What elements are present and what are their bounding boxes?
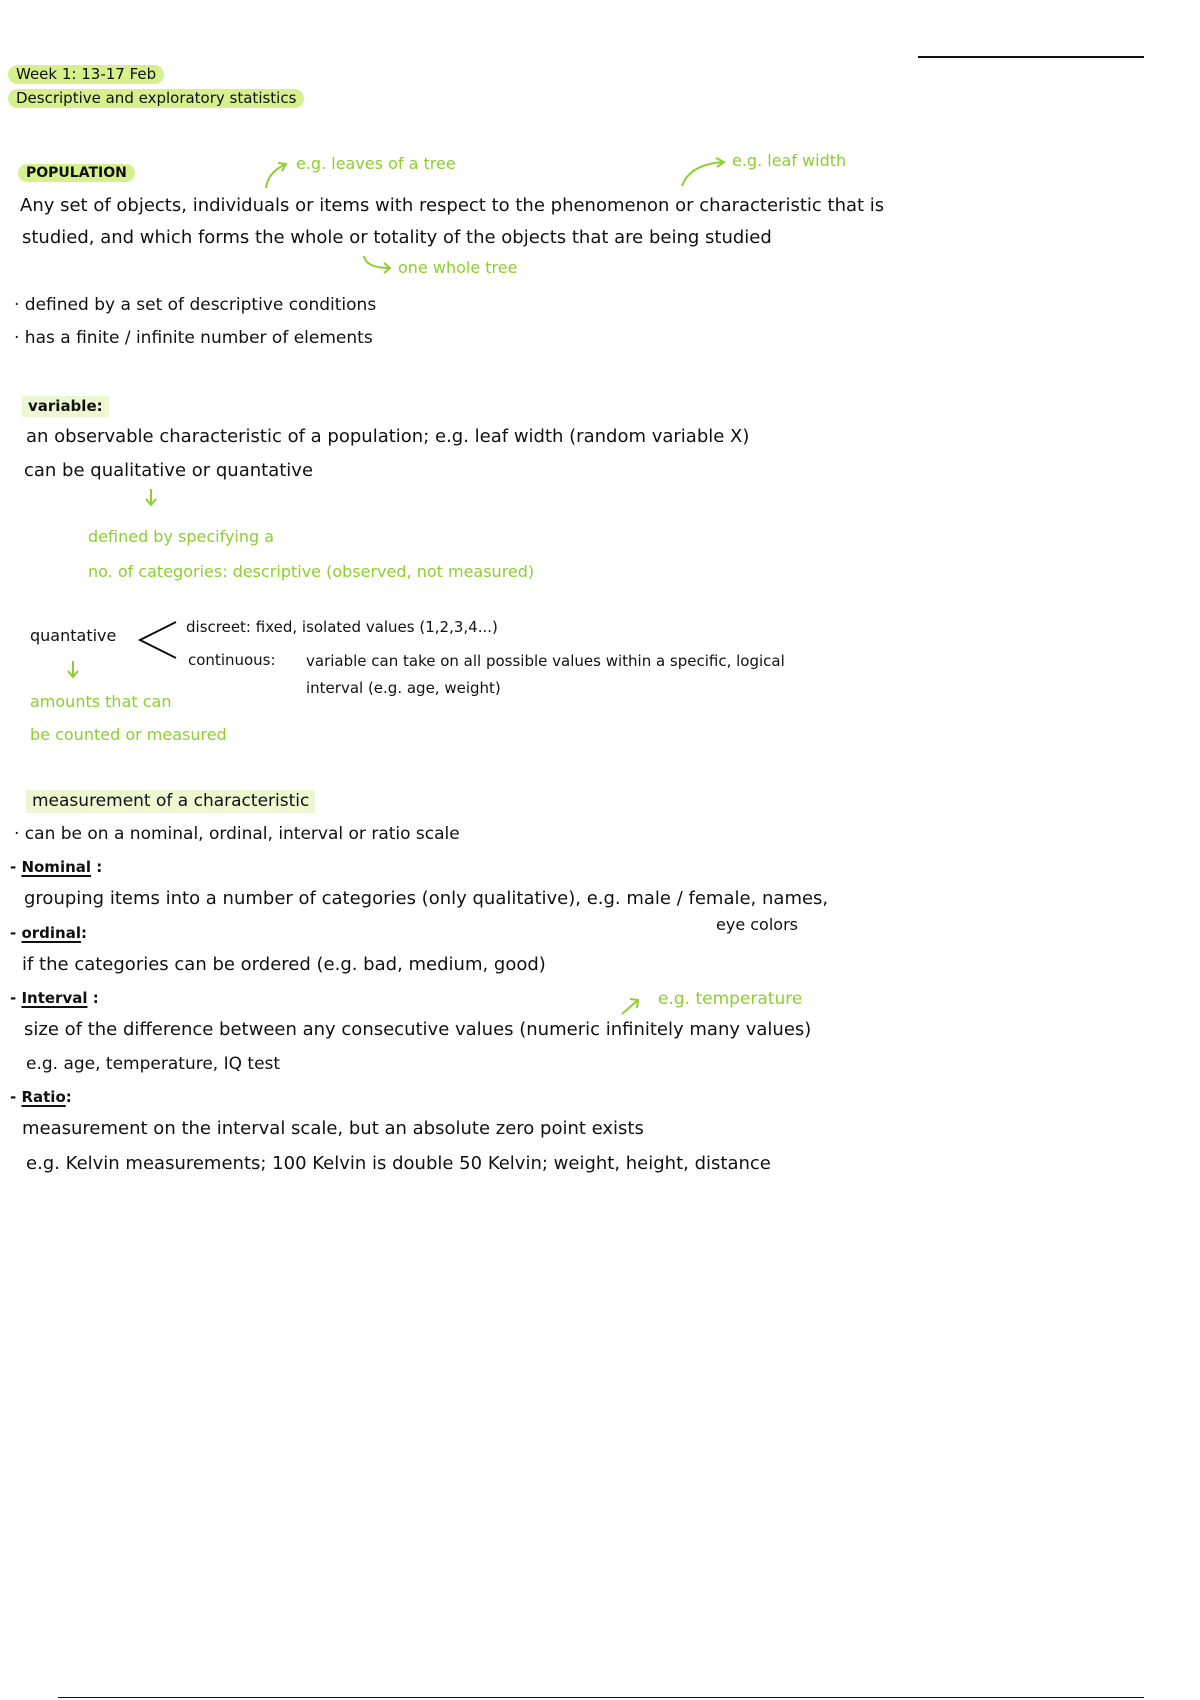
arrow-down-icon bbox=[144, 488, 158, 508]
bottom-rule bbox=[58, 1697, 1144, 1698]
interval-example: e.g. age, temperature, IQ test bbox=[26, 1054, 281, 1074]
quantative-note-2: be counted or measured bbox=[30, 725, 227, 744]
note-leaf-width: e.g. leaf width bbox=[732, 151, 847, 170]
ordinal-label: - ordinal: bbox=[10, 924, 87, 942]
variable-types: can be qualitative or quantative bbox=[24, 460, 314, 481]
arrow-icon bbox=[680, 158, 730, 188]
continuous-definition-2: interval (e.g. age, weight) bbox=[306, 679, 501, 697]
variable-definition: an observable characteristic of a population; e.g. leaf width (random variable X) bbox=[26, 426, 750, 447]
quantative-note-1: amounts that can bbox=[30, 692, 172, 711]
discrete-definition: discreet: fixed, isolated values (1,2,3,4...) bbox=[186, 618, 498, 636]
population-definition-line2: studied, and which forms the whole or totality of the objects that are being studied bbox=[22, 227, 772, 248]
ordinal-label-text: ordinal bbox=[21, 924, 81, 942]
week-title: Week 1: 13-17 Feb bbox=[8, 65, 164, 84]
arrow-icon bbox=[264, 160, 294, 190]
nominal-label: - Nominal : bbox=[10, 858, 103, 876]
population-heading: POPULATION bbox=[18, 164, 135, 182]
note-one-whole-tree: one whole tree bbox=[398, 258, 518, 277]
continuous-definition-1: variable can take on all possible values within a specific, logical bbox=[306, 652, 785, 670]
ratio-definition: measurement on the interval scale, but an absolute zero point exists bbox=[22, 1118, 644, 1139]
measurement-scales-intro: · can be on a nominal, ordinal, interval or ratio scale bbox=[14, 824, 460, 844]
interval-label: - Interval : bbox=[10, 989, 99, 1007]
nominal-definition: grouping items into a number of categories (only qualitative), e.g. male / female, names, bbox=[24, 888, 829, 909]
arrow-down-icon bbox=[66, 660, 80, 680]
qualitative-note-1: defined by specifying a bbox=[88, 527, 275, 546]
variable-heading: variable: bbox=[22, 396, 109, 417]
quantative-label: quantative bbox=[30, 626, 117, 645]
qualitative-note-2: no. of categories: descriptive (observed, not measured) bbox=[88, 562, 535, 581]
ratio-label: - Ratio: bbox=[10, 1088, 72, 1106]
note-leaves-of-tree: e.g. leaves of a tree bbox=[296, 154, 456, 173]
measurement-heading: measurement of a characteristic bbox=[26, 790, 315, 813]
top-rule bbox=[918, 56, 1144, 58]
ratio-label-text: Ratio bbox=[21, 1088, 66, 1106]
population-definition-line1: Any set of objects, individuals or items with respect to the phenomenon or characteristic that is bbox=[20, 195, 885, 216]
interval-note-temperature: e.g. temperature bbox=[658, 989, 803, 1009]
topic-subtitle: Descriptive and exploratory statistics bbox=[8, 89, 304, 108]
continuous-label: continuous: bbox=[188, 651, 276, 669]
population-bullet-finite: · has a finite / infinite number of elements bbox=[14, 328, 373, 348]
nominal-example-eye-colors: eye colors bbox=[716, 915, 798, 934]
nominal-label-text: Nominal bbox=[21, 858, 92, 876]
branch-icon bbox=[136, 620, 180, 660]
arrow-icon bbox=[620, 996, 642, 1016]
ratio-example: e.g. Kelvin measurements; 100 Kelvin is double 50 Kelvin; weight, height, distance bbox=[26, 1153, 771, 1174]
arrow-icon bbox=[362, 254, 394, 276]
interval-label-text: Interval bbox=[21, 989, 88, 1007]
interval-definition: size of the difference between any consecutive values (numeric infinitely many values) bbox=[24, 1019, 812, 1040]
ordinal-definition: if the categories can be ordered (e.g. bad, medium, good) bbox=[22, 954, 546, 975]
population-bullet-descriptive: · defined by a set of descriptive conditions bbox=[14, 295, 377, 315]
